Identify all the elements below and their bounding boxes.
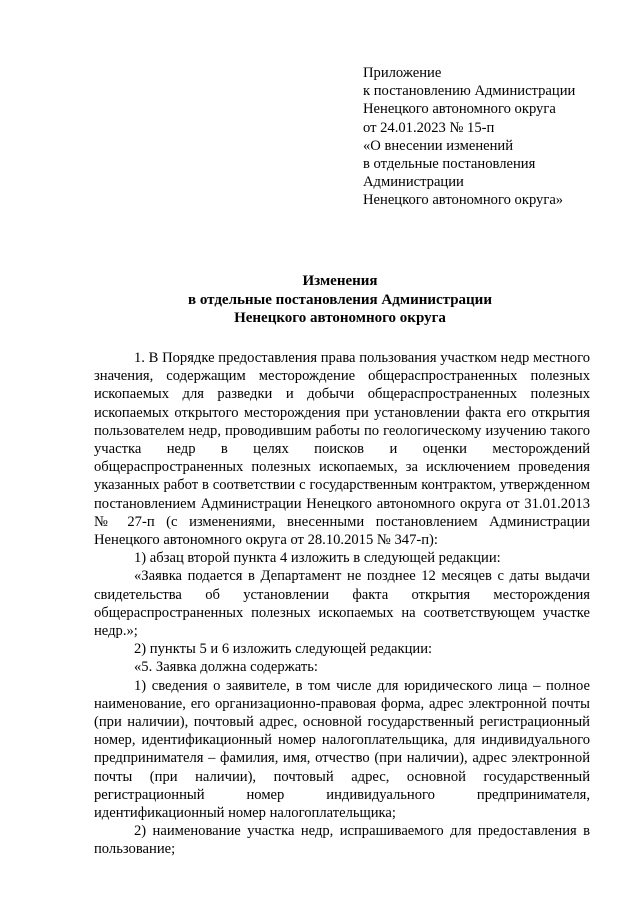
paragraph-quote-application: «Заявка подается в Департамент не позднее 12 месяцев с даты выдачи свидетельства об установлении факта открытия месторождения общераспространенных полезных ископаемых на соответствующем участке недр.»; [94, 568, 590, 640]
title-line: в отдельные постановления Администрации [188, 291, 492, 308]
paragraph-applicant-info: 1) сведения о заявителе, в том числе для юридического лица – полное наименование, его организационно-правовая форма, адрес электронной почты (при наличии), почтовый адрес, основной государственный регистрационный номер, идентификационный номер налогоплательщика, для индивидуального предпринимателя – фамилия, имя, отчество (при наличии), адрес электронной почты (при наличии), почтовый адрес, основной государственный регистрационный номер индивидуального предпринимателя, идентификационный номер налогоплательщика; [94, 677, 590, 822]
document-body [94, 349, 590, 859]
paragraph-quote-point-5: «5. Заявка должна содержать: [134, 659, 318, 676]
appendix-line: от 24.01.2023 № 15-п [363, 119, 495, 136]
appendix-line: к постановлению Администрации [363, 83, 576, 100]
appendix-line: «О внесении изменений [363, 137, 514, 154]
title-line: Изменения [302, 273, 378, 289]
appendix-line: Администрации [363, 174, 464, 191]
paragraph-subitem-2: 2) пункты 5 и 6 изложить следующей редакции: [134, 641, 433, 658]
appendix-line: в отдельные постановления [363, 156, 536, 173]
appendix-line: Ненецкого автономного округа» [363, 192, 564, 209]
appendix-line: Приложение [363, 65, 442, 81]
paragraph-subsoil-name: 2) наименование участка недр, испрашиваемого для предоставления в пользование; [94, 823, 590, 858]
paragraph-subitem-1: 1) абзац второй пункта 4 изложить в следующей редакции: [134, 550, 501, 567]
appendix-header [363, 64, 623, 210]
title-line: Ненецкого автономного округа [234, 310, 446, 326]
appendix-line: Ненецкого автономного округа [363, 101, 556, 118]
document-title [90, 272, 590, 328]
paragraph-item-1: 1. В Порядке предоставления права пользования участком недр местного значения, содержащим месторождение общераспространенных полезных ископаемых для разведки и добычи общераспространенных полезных ископаемых открытого месторождения при установлении факта его открытия пользователем недр, проводившим работы по геологическому изучению такого участка недр в целях поисков и оценки месторождений общераспространенных полезных ископаемых, за исключением проведения указанных работ в соответствии с государственным контрактом, утвержденном постановлением Администрации Ненецкого автономного округа от 31.01.2013 № 27-п (с изменениями, внесенными постановлением Администрации Ненецкого автономного округа от 28.10.2015 № 347-п): [94, 350, 590, 549]
